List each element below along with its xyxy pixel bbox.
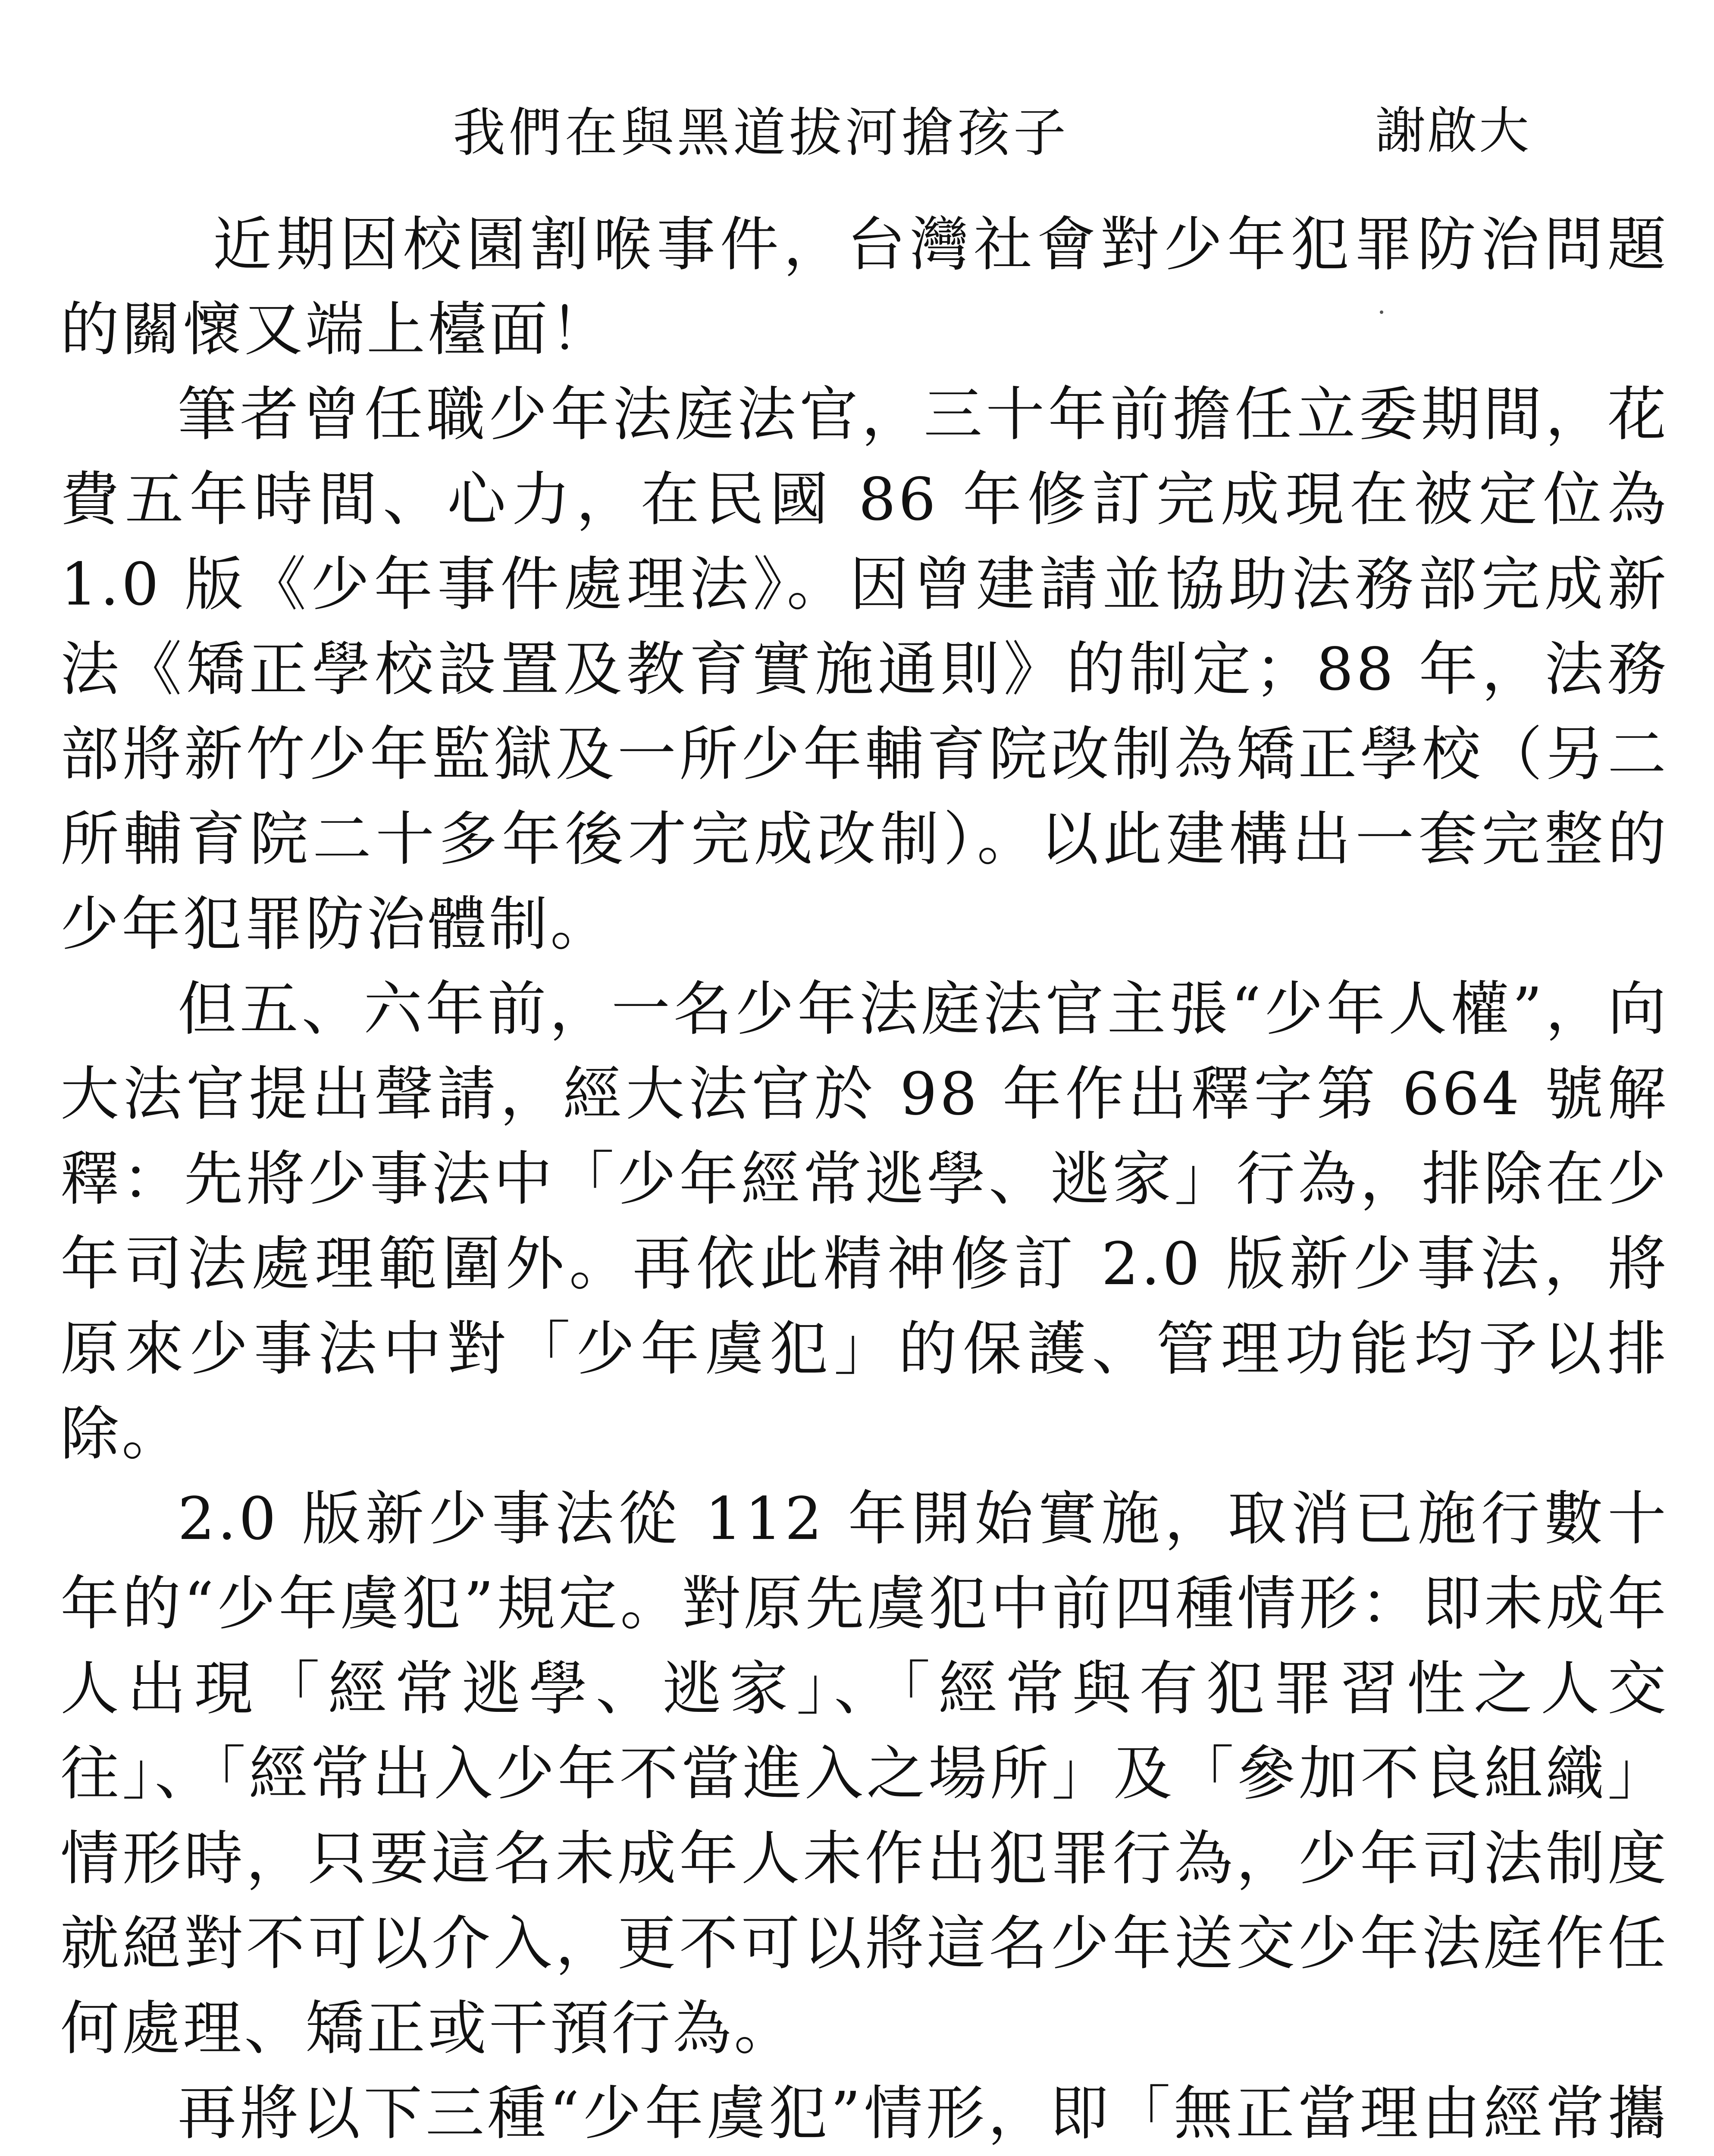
paragraph-2: 筆者曾任職少年法庭法官，三十年前擔任立委期間，花費五年時間、心力，在民國 86 年修訂完成現在被定位為 1.0 版《少年事件處理法》。因曾建請並協助法務部完成新法《矯正學校設置及教育實施通則》的制定；88 年，法務部將新竹少年監獄及一所少年輔育院改制為矯正學校（另二所輔育院二十多年後才完成改制）。以此建構出一套完整的少年犯罪防治體制。 bbox=[60, 381, 1690, 959]
paragraph-5: 再將以下三種“少年虞犯”情形，即「無正當理由經常攜 bbox=[178, 2080, 1669, 2148]
author-name: 謝啟大 bbox=[1376, 102, 1531, 160]
article-body bbox=[60, 203, 1690, 2156]
article-title: 我們在與黑道拔河搶孩子 bbox=[453, 102, 1069, 163]
scan-speck bbox=[1380, 310, 1383, 314]
paragraph-1: 近期因校園割喉事件，台灣社會對少年犯罪防治問題的關懷又端上檯面！ bbox=[60, 211, 1669, 364]
document-header bbox=[0, 91, 1714, 177]
paragraph-3: 但五、六年前，一名少年法庭法官主張“少年人權”，向大法官提出聲請，經大法官於 98 年作出釋字第 664 號解釋：先將少事法中「少年經常逃學、逃家」行為，排除在少年司法處理範圍外。再依此精神修訂 2.0 版新少事法，將原來少事法中對「少年虞犯」的保護、管理功能均予以排除。 bbox=[60, 975, 1669, 1468]
paragraph-4: 2.0 版新少事法從 112 年開始實施，取消已施行數十年的“少年虞犯”規定。對原先虞犯中前四種情形：即未成年人出現「經常逃學、逃家」、「經常與有犯罪習性之人交往」、「經常出入少年不當進入之場所」及「參加不良組織」情形時，只要這名未成年人未作出犯罪行為，少年司法制度就絕對不可以介入，更不可以將這名少年送交少年法庭作任何處理、矯正或干預行為。 bbox=[60, 1485, 1669, 2063]
